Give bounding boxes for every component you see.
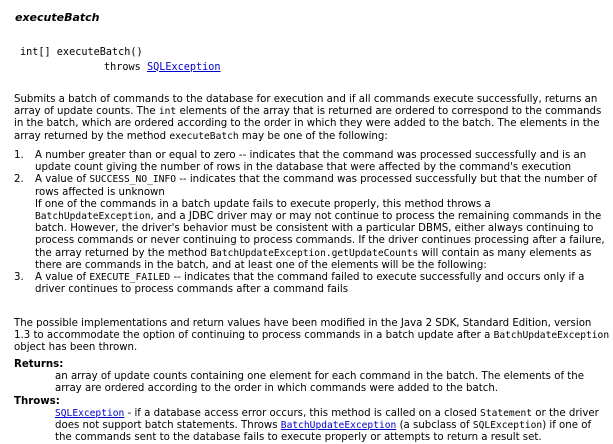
returns-text: an array of update counts containing one element for each command in the batch. The elements of the array are ordered according to the order in which commands were added to the batch. — [55, 371, 584, 395]
method-signature — [20, 46, 221, 75]
list-number: 3. — [14, 272, 24, 284]
throws-keyword: throws — [104, 61, 141, 73]
signature-line: int[] executeBatch() — [20, 47, 143, 58]
implementation-note: The possible implementations and return values have been modified in the Java 2 SDK, Standard Edition, version 1.3 to accommodate the option of continuing to process commands in a batch update after a BatchUpdateException object has been thrown. — [14, 318, 610, 354]
method-title: executeBatch — [15, 11, 100, 24]
throws-label: Throws: — [14, 395, 60, 407]
code-getupdatecounts: BatchUpdateException.getUpdateCounts — [210, 247, 419, 259]
code-executebatch: executeBatch — [169, 130, 239, 142]
code-sqlexception: SQLException — [472, 420, 543, 432]
list-item-text: A number greater than or equal to zero -- indicates that the command was processed successfully and is an update count giving the number of rows in the database that were affected by the command's execution — [35, 150, 587, 174]
signature-throws-line — [20, 61, 221, 76]
code-statement: Statement — [480, 407, 533, 419]
method-details — [14, 359, 610, 444]
list-item: 3. A value of EXECUTE_FAILED -- indicates that the command failed to execute successfully and occurs only if a driver continues to process commands after a command fails — [14, 272, 585, 296]
list-item — [14, 150, 610, 174]
list-item: 2. A value of SUCCESS_NO_INFO -- indicates that the command was processed successfully but that the number of rows affected is unknown If one of the commands in a batch update fails to execute properly, this method throws a BatchUpdateException, and a JDBC driver may or may not continue to process the remaining commands in the batch. However, the driver's behavior must be consistent with a particular DBMS, either always continuing to process commands or never continuing to process commands. If the driver continues processing after a failure, the array returned by the method BatchUpdateException.getUpdateCounts will contain as many elements as there are commands in the batch, and at least one of the elements will be the following: — [14, 174, 605, 271]
code-batchupdateexception: BatchUpdateException — [493, 330, 610, 342]
code-batchupdateexception: BatchUpdateException — [35, 211, 151, 223]
throws-text: SQLException - if a database access error occurs, this method is called on a closed Statement or the driver does not support batch statements. Throws BatchUpdateException (a subclass of SQLException) if one of the commands sent to the database fails to execute properly or attempts to return a result set. — [55, 407, 599, 444]
code-success-no-info: SUCCESS_NO_INFO — [89, 174, 176, 186]
code-int: int — [158, 106, 177, 118]
returns-label: Returns: — [14, 359, 64, 370]
list-number: 2. — [14, 174, 24, 186]
code-execute-failed: EXECUTE_FAILED — [89, 272, 171, 284]
batchupdateexception-link[interactable]: BatchUpdateException — [280, 420, 397, 432]
return-values-list — [14, 150, 610, 296]
sqlexception-link[interactable]: SQLException — [146, 61, 221, 73]
sqlexception-link[interactable]: SQLException — [55, 407, 125, 419]
list-number: 1. — [14, 150, 24, 161]
method-description: Submits a batch of commands to the database for execution and if all commands execute successfully, returns an array of update counts. The int elements of the array that is returned are ordered to correspond to the commands in the batch, which are ordered according to the order in which they were added to the batch. The elements in the array returned by the method executeBatch may be one of the following: — [14, 94, 602, 142]
